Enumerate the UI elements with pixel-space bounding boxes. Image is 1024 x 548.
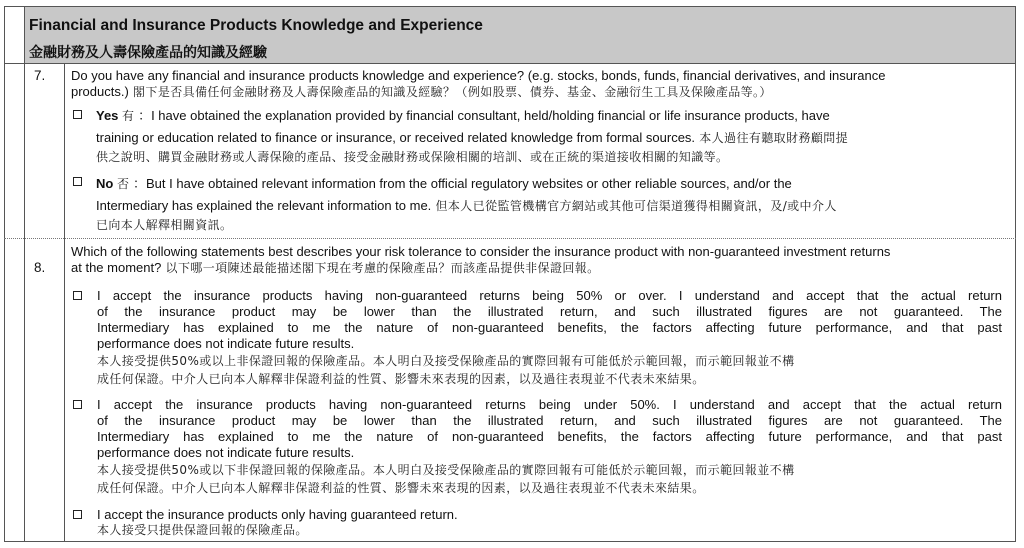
- q7-yes-line2: training or education related to finance or insurance, or received related knowledge from formal sources. 本人過往有聽取財務顧問提: [96, 130, 849, 145]
- q8-option1-line2: of the insurance product may be lower than the illustrated return, and such illustrated figures are not guaranteed. The: [97, 304, 1002, 319]
- q7-yes-line1: Yes 有 ：I have obtained the explanation provided by financial consultant, held/holding financial or life insurance products, have: [96, 108, 830, 123]
- question-8-text-line1: Which of the following statements best describes your risk tolerance to consider the insurance product with non-guaranteed investment returns: [71, 244, 891, 259]
- q8-option3-zh1: 本人接受只提供保證回報的保險產品。: [97, 523, 308, 537]
- number-column-divider: [64, 63, 65, 541]
- q8-option2-zh2: 成任何保證。中介人已向本人解釋非保證利益的性質、影響未來表現的因素，以及過往表現並不代表未來結果。: [97, 481, 705, 495]
- q8-option3-line1: I accept the insurance products only having guaranteed return.: [97, 507, 458, 522]
- q8-option1-zh1: 本人接受提供50%或以上非保證回報的保險產品。本人明白及接受保險產品的實際回報有可能低於示範回報，而示範回報並不構: [97, 354, 795, 368]
- q7-no-line2: Intermediary has explained the relevant information to me. 但本人已從監管機構官方網站或其他可信渠道獲得相關資訊，及/或中介人: [96, 198, 837, 213]
- section-title-zh: 金融財務及人壽保險產品的知識及經驗: [29, 45, 267, 61]
- question-7-text-line2: products.) 閣下是否具備任何金融財務及人壽保險產品的知識及經驗？（例如股票、債券、基金、金融衍生工具及保險產品等。）: [71, 84, 772, 99]
- section-header: [24, 7, 1015, 63]
- q7-no-checkbox[interactable]: [73, 177, 82, 186]
- q8-option1-line1: I accept the insurance products having non-guaranteed returns being 50% or over. I understand and accept that the actual return: [97, 288, 1002, 303]
- header-divider: [4, 63, 1016, 64]
- q8-option1-line4: performance does not indicate future results.: [97, 336, 355, 351]
- q8-option2-checkbox[interactable]: [73, 400, 82, 409]
- q7-no-label: No: [96, 176, 114, 191]
- question-7-text-line1: Do you have any financial and insurance products knowledge and experience? (e.g. stocks, bonds, funds, financial derivatives, and insurance: [71, 68, 886, 83]
- question-7-number: 7.: [34, 68, 46, 83]
- question-8-number: 8.: [34, 260, 46, 275]
- q8-option2-line2: of the insurance product may be lower than the illustrated return, and such illustrated figures are not guaranteed. The: [97, 413, 1002, 428]
- q8-option2-line1: I accept the insurance products having non-guaranteed returns being under 50%. I understand and accept that the actual return: [97, 397, 1002, 412]
- q8-option3-checkbox[interactable]: [73, 510, 82, 519]
- q7-yes-line3: 供之說明、購買金融財務或人壽保險的產品、接受金融財務或保險相關的培訓、或在正統的渠道接收相關的知識等。: [96, 150, 729, 164]
- q7-yes-checkbox[interactable]: [73, 110, 82, 119]
- q8-option1-checkbox[interactable]: [73, 291, 82, 300]
- q8-option2-line3: Intermediary has explained to me the nature of non-guaranteed benefits, the factors affecting future performance, and that past: [97, 429, 1002, 444]
- section-title-en: Financial and Insurance Products Knowledge and Experience: [29, 17, 483, 34]
- q7-no-line3: 已向本人解釋相關資訊。: [96, 218, 233, 232]
- q8-option1-line3: Intermediary has explained to me the nature of non-guaranteed benefits, the factors affecting future performance, and that past: [97, 320, 1002, 335]
- question-divider: [4, 238, 1016, 239]
- q8-option1-zh2: 成任何保證。中介人已向本人解釋非保證利益的性質、影響未來表現的因素，以及過往表現並不代表未來結果。: [97, 372, 705, 386]
- q8-option2-zh1: 本人接受提供50%或以下非保證回報的保險產品。本人明白及接受保險產品的實際回報有可能低於示範回報，而示範回報並不構: [97, 463, 795, 477]
- q7-yes-label: Yes: [96, 108, 119, 123]
- left-column-divider: [24, 7, 25, 541]
- q7-no-line1: No 否 ：But I have obtained relevant information from the official regulatory websites or other reliable sources, and/or the: [96, 176, 792, 191]
- question-8-text-line2: at the moment? 以下哪一項陳述最能描述閣下現在考慮的保險產品？而該產品提供非保證回報。: [71, 260, 600, 275]
- q8-option2-line4: performance does not indicate future results.: [97, 445, 355, 460]
